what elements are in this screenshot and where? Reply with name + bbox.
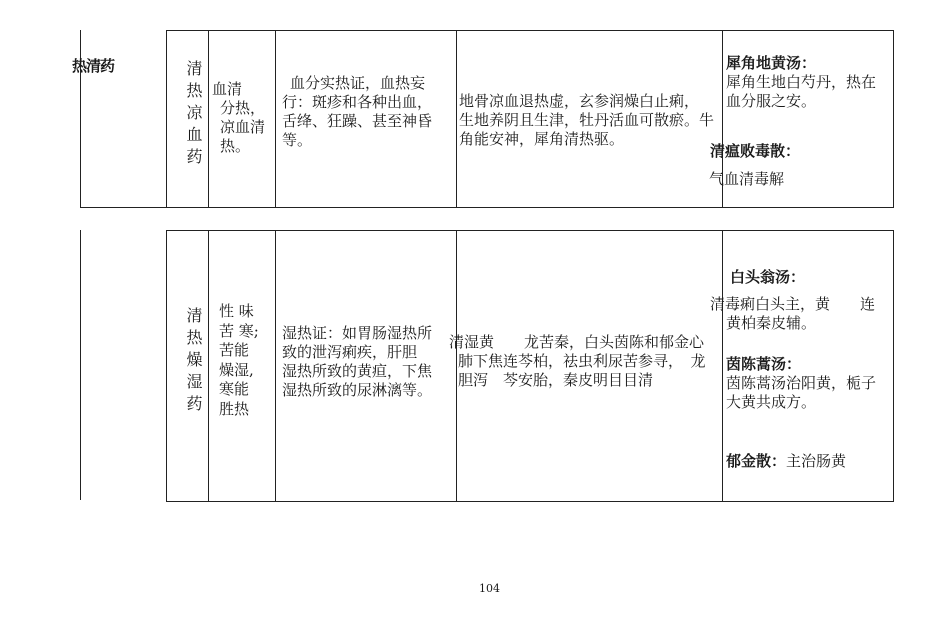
formula-cell [726,452,891,471]
property-cell [211,80,275,156]
formula-desc: 血分服之安。 [726,92,817,110]
indication-line: 湿热所致的尿淋漓等。 [282,381,433,399]
property-line: 胜热 [219,399,250,418]
formula-title: 白头翁汤： [730,268,806,286]
drugs-line: 角能安神，犀角清热驱。 [459,130,625,148]
table2-divider [208,230,209,502]
formula-title: 茵陈蒿汤： [726,355,802,373]
table2-left-border [80,230,81,500]
property-line: 凉血清 [220,118,266,136]
formula-desc: 大黄共成方。 [726,393,817,411]
category-label [178,307,203,417]
drugs-line: 胆泻 芩安胎，秦皮明目目清 [458,371,654,389]
category-text: 清热凉血药 [184,60,203,170]
formula-cell [710,268,890,333]
table1-divider [166,30,167,208]
drugs-line: 生地养阴且生津，牡丹活血可散瘀。牛 [459,111,715,129]
property-line: 性 味 [219,302,254,320]
drugs-line: 肺下焦连芩柏，祛虫利尿苦参寻， 龙 [458,352,706,370]
table2-divider [275,230,276,502]
table1-bottom-border [80,207,894,208]
indication-line: 血分实热证，血热妄 [290,74,426,92]
table2-top-border [166,230,894,231]
indication-line: 等。 [282,131,313,149]
drugs-line: 清湿黄 龙苦秦，白头茵陈和郁金心 [449,333,705,351]
category-text: 清热燥湿药 [184,307,203,417]
formula-desc: 犀角生地白芍丹，热在 [726,73,877,91]
table1-right-border [893,30,894,208]
indication-cell [282,74,454,150]
table1-divider [275,30,276,208]
formula-title: 郁金散： [726,452,787,470]
drugs-cell [459,92,729,149]
property-line: 苦 寒; [219,321,259,340]
formula-desc: 清毒痢白头主，黄 连 [710,295,876,313]
drugs-line: 地骨凉血退热虚，玄参润燥白止痢， [459,92,700,110]
table2-right-border [893,230,894,502]
property-line: 苦能 [219,341,250,359]
formula-title: 清瘟败毒散： [710,142,801,160]
indication-line: 舌绛、狂躁、甚至神昏 [282,112,433,130]
formula-desc: 主治肠黄 [786,452,847,470]
table2-divider [166,230,167,502]
property-line: 热。 [220,137,251,155]
drugs-cell [449,333,721,390]
indication-cell [282,324,454,400]
table1-divider [208,30,209,208]
indication-line: 行：斑疹和各种出血， [282,93,433,111]
page-number: 104 [479,582,500,595]
property-line: 寒能 [219,380,250,398]
indication-line: 湿热所致的黄疸，下焦 [282,362,433,380]
formula-cell [726,355,891,412]
table1-top-border [166,30,894,31]
table2-bottom-border [166,501,894,502]
formula-desc: 茵陈蒿汤治阳黄，栀子 [726,374,877,392]
formula-desc: 黄柏秦皮辅。 [726,314,817,332]
formula-desc: 气血清毒解 [709,170,785,188]
category-label [178,60,203,170]
table1-divider [456,30,457,208]
property-cell [219,302,275,419]
indication-line: 致的泄泻痢疾，肝胆 [282,343,418,361]
property-line: 燥湿, [219,360,254,379]
indication-line: 湿热证：如胃肠湿热所 [282,324,433,342]
formula-cell [726,54,891,111]
property-line: 分热， [220,99,266,117]
property-line: 血清 [212,80,243,98]
formula-title: 犀角地黄汤： [726,54,817,72]
side-label: 热清药 [72,57,115,75]
